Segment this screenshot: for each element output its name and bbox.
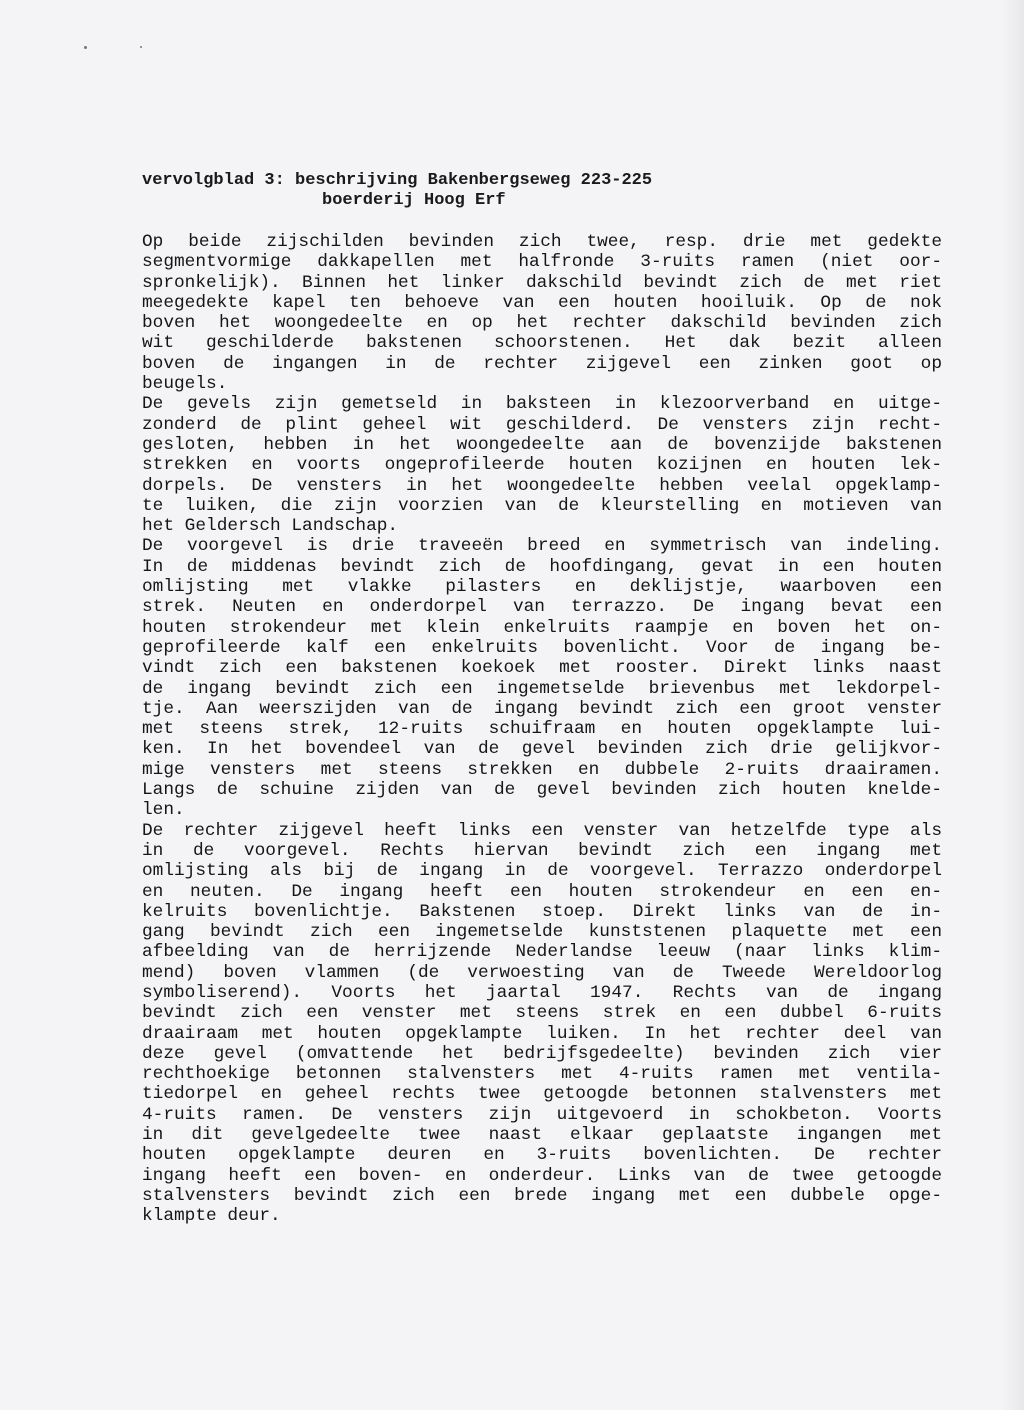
text-line: Op beide zijschilden bevinden zich twee, resp. drie met gedekte xyxy=(142,232,942,252)
text-line: stalvensters bevindt zich een brede ingang met een dubbele opge- xyxy=(142,1185,942,1206)
text-line: boven de ingangen in de rechter zijgevel een zinken goot op xyxy=(142,353,942,374)
text-line: vindt zich een bakstenen koekoek met rooster. Direkt links naast xyxy=(142,658,942,679)
text-line: houten strokendeur met klein enkelruits raampje en boven het on- xyxy=(142,617,942,638)
text-line: draairaam met houten opgeklampte luiken. In het rechter deel van xyxy=(142,1023,942,1044)
text-line: strek. Neuten en onderdorpel van terrazzo. De ingang bevat een xyxy=(142,597,942,618)
text-line: tje. Aan weerszijden van de ingang bevindt zich een groot venster xyxy=(142,698,942,719)
text-line: segmentvormige dakkapellen met halfronde 3-ruits ramen (niet oor- xyxy=(142,252,942,273)
text-line: Langs de schuine zijden van de gevel bevinden zich houten knelde- xyxy=(142,780,942,801)
text-line: dorpels. De vensters in het woongedeelte hebben veelal opgeklamp- xyxy=(142,475,942,496)
text-line: 4-ruits ramen. De vensters zijn uitgevoerd in schokbeton. Voorts xyxy=(142,1104,942,1125)
text-line: in de voorgevel. Rechts hiervan bevindt zich een ingang met xyxy=(142,840,942,861)
page-edge-shadow xyxy=(1002,0,1024,1410)
text-line: strekken en voorts ongeprofileerde houten kozijnen en houten lek- xyxy=(142,455,942,476)
paper-speck xyxy=(84,46,87,49)
text-line: geprofileerde kalf een enkelruits bovenlicht. Voor de ingang be- xyxy=(142,637,942,658)
text-line: boven het woongedeelte en op het rechter dakschild bevinden zich xyxy=(142,313,942,334)
text-line: met steens strek, 12-ruits schuifraam en houten opgeklampte lui- xyxy=(142,719,942,740)
text-line: tiedorpel en geheel rechts twee getoogde betonnen stalvensters met xyxy=(142,1084,942,1105)
text-line: klampte deur. xyxy=(142,1206,281,1227)
text-line: mige vensters met steens strekken en dubbele 2-ruits draairamen. xyxy=(142,759,942,780)
text-line: mend) boven vlammen (de verwoesting van de Tweede Wereldoorlog xyxy=(142,962,942,983)
heading-line-1: vervolgblad 3: beschrijving Bakenbergseweg 223-225 xyxy=(142,171,653,190)
text-line: deze gevel (omvattende het bedrijfsgedeelte) bevinden zich vier xyxy=(142,1043,942,1064)
text-line: omlijsting als bij de ingang in de voorgevel. Terrazzo onderdorpel xyxy=(142,861,942,882)
text-line: spronkelijk). Binnen het linker dakschild bevindt zich de met riet xyxy=(142,272,942,293)
text-line: ken. In het bovendeel van de gevel bevinden zich drie gelijkvor- xyxy=(142,739,942,760)
heading-line-2: boerderij Hoog Erf xyxy=(322,191,506,210)
text-line: De gevels zijn gemetseld in baksteen in klezoorverband en uitge- xyxy=(142,394,942,415)
text-line: zonderd de plint geheel wit geschilderd. De vensters zijn recht- xyxy=(142,414,942,435)
text-line: meegedekte kapel ten behoeve van een houten hooiluik. Op de nok xyxy=(142,292,942,313)
text-line: symboliserend). Voorts het jaartal 1947. Rechts van de ingang xyxy=(142,982,942,1003)
text-line: te luiken, die zijn voorzien van de kleurstelling en motieven van xyxy=(142,495,942,516)
paper-speck xyxy=(140,46,142,48)
text-line: De voorgevel is drie traveeën breed en symmetrisch van indeling. xyxy=(142,536,942,557)
text-line: ingang heeft een boven- en onderdeur. Links van de twee getoogde xyxy=(142,1165,942,1186)
text-line: omlijsting met vlakke pilasters en deklijstje, waarboven een xyxy=(142,577,942,598)
text-line: wit geschilderde bakstenen schoorstenen. Het dak bezit alleen xyxy=(142,333,942,354)
text-line: gesloten, hebben in het woongedeelte aan de bovenzijde bakstenen xyxy=(142,434,942,455)
document-heading xyxy=(142,171,652,211)
text-line: beugels. xyxy=(142,374,228,395)
text-line: de ingang bevindt zich een ingemetselde brievenbus met lekdorpel- xyxy=(142,678,942,699)
text-line: De rechter zijgevel heeft links een venster van hetzelfde type als xyxy=(142,820,942,841)
text-line: en neuten. De ingang heeft een houten strokendeur en een en- xyxy=(142,881,942,902)
text-line: in dit gevelgedeelte twee naast elkaar geplaatste ingangen met xyxy=(142,1125,942,1146)
text-line: bevindt zich een venster met steens strek en een dubbel 6-ruits xyxy=(142,1003,942,1024)
document-body xyxy=(142,232,942,1227)
text-line: rechthoekige betonnen stalvensters met 4-ruits ramen met ventila- xyxy=(142,1064,942,1085)
text-line: In de middenas bevindt zich de hoofdingang, gevat in een houten xyxy=(142,556,942,577)
text-line: kelruits bovenlichtje. Bakstenen stoep. Direkt links van de in- xyxy=(142,901,942,922)
text-line: het Geldersch Landschap. xyxy=(142,516,399,537)
text-line: afbeelding van de herrijzende Nederlandse leeuw (naar links klim- xyxy=(142,942,942,963)
text-line: len. xyxy=(142,800,185,821)
text-line: houten opgeklampte deuren en 3-ruits bovenlichten. De rechter xyxy=(142,1145,942,1166)
text-line: gang bevindt zich een ingemetselde kunststenen plaquette met een xyxy=(142,922,942,943)
